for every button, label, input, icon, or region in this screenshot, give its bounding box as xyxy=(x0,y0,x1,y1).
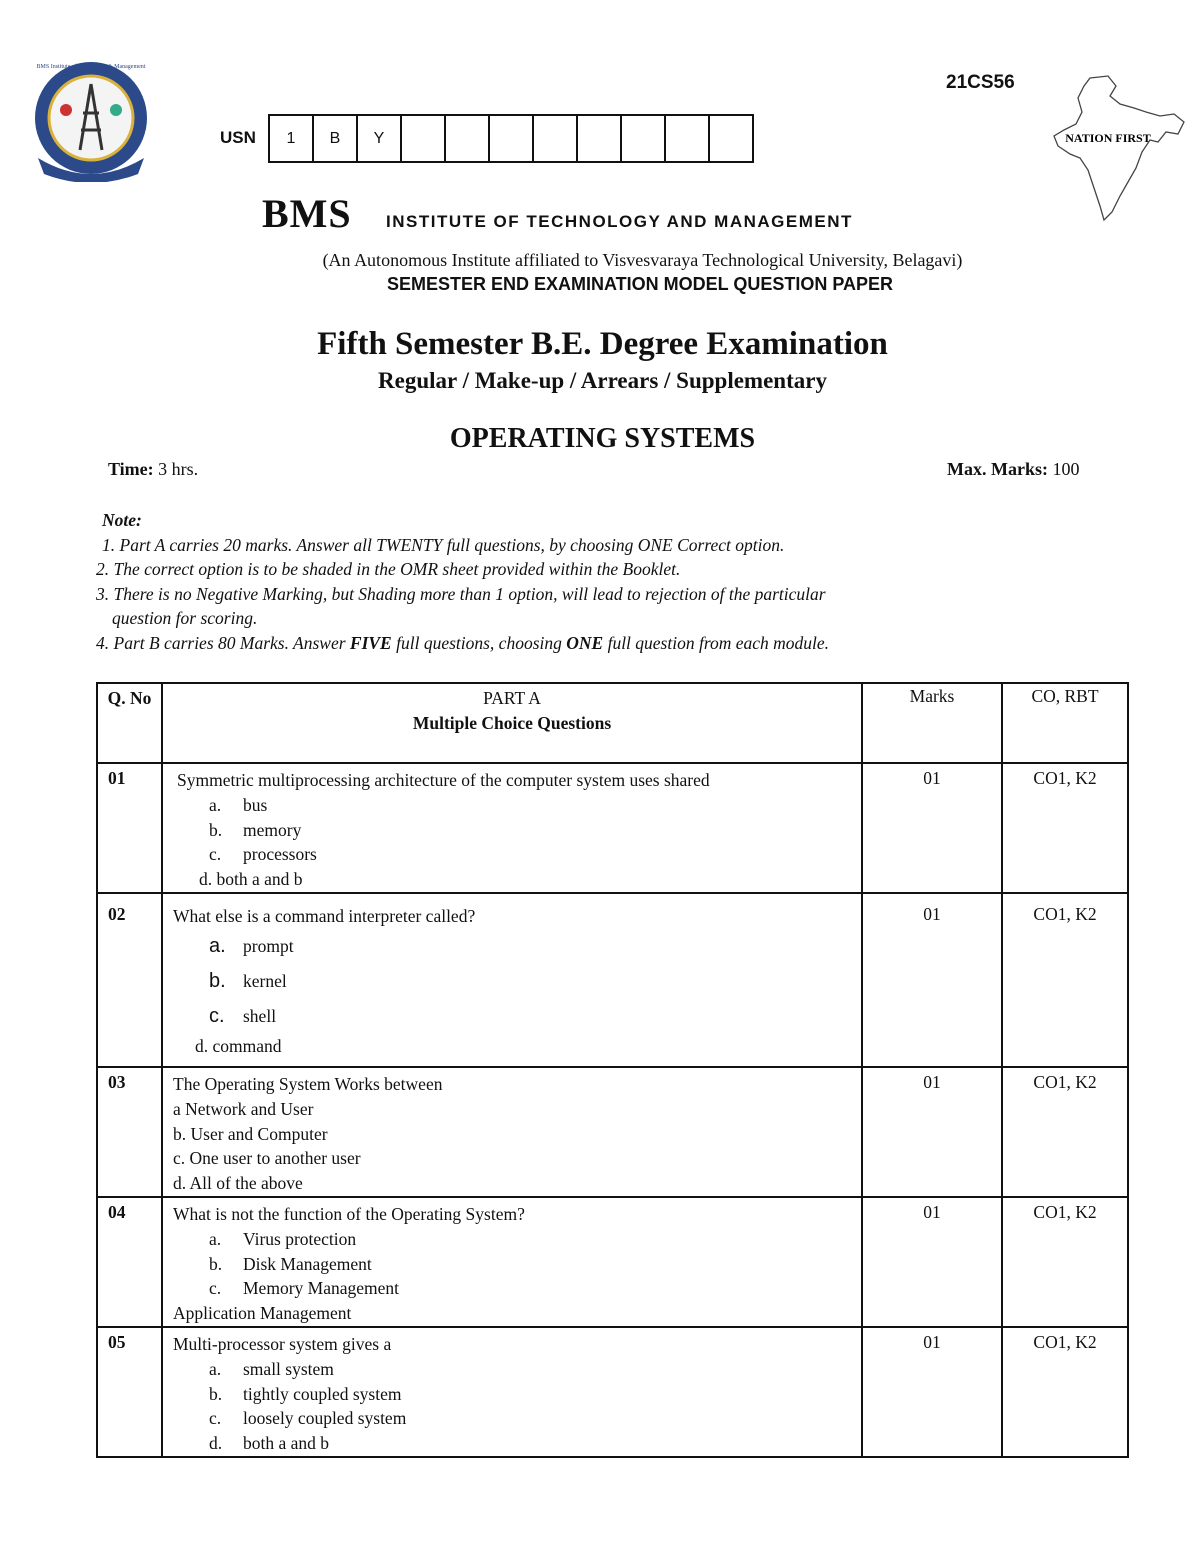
time-value: 3 hrs. xyxy=(153,459,199,479)
table-row xyxy=(97,893,1128,1067)
option: d. both a and b xyxy=(199,869,303,890)
institute-name: INSTITUTE OF TECHNOLOGY AND MANAGEMENT xyxy=(386,212,853,231)
question-text: What is not the function of the Operating System? xyxy=(173,1203,525,1224)
option: c. One user to another user xyxy=(173,1148,361,1169)
option: a. bus xyxy=(209,794,268,815)
option: b. User and Computer xyxy=(173,1123,328,1144)
question-marks: 01 xyxy=(862,893,1002,1067)
header-part xyxy=(162,683,862,763)
institute-logo xyxy=(28,58,154,182)
max-marks-label: Max. Marks: xyxy=(947,459,1048,479)
option: a. Virus protection xyxy=(209,1228,357,1249)
question-body xyxy=(162,1067,862,1197)
question-body xyxy=(162,893,862,1067)
exam-title: SEMESTER END EXAMINATION MODEL QUESTION PAPER xyxy=(386,274,894,294)
questions-table xyxy=(96,682,1129,1458)
question-co: CO1, K2 xyxy=(1002,1197,1128,1327)
note-line: 2. The correct option is to be shaded in the OMR sheet provided within the Booklet. xyxy=(96,559,681,580)
question-body xyxy=(162,1197,862,1327)
option: d. both a and b xyxy=(209,1433,330,1454)
table-row xyxy=(97,1327,1128,1457)
note-line: 1. Part A carries 20 marks. Answer all TWENTY full questions, by choosing ONE Correct option. xyxy=(102,534,785,555)
exam-types: Regular / Make-up / Arrears / Supplementary xyxy=(378,368,827,393)
table-header-row xyxy=(97,683,1128,763)
usn-box[interactable]: B xyxy=(314,116,358,161)
usn-box[interactable] xyxy=(710,116,752,161)
question-number: 03 xyxy=(97,1067,162,1197)
question-number: 04 xyxy=(97,1197,162,1327)
question-number: 01 xyxy=(97,763,162,893)
usn-label: USN xyxy=(220,128,256,147)
header-co-rbt: CO, RBT xyxy=(1002,683,1128,763)
svg-text:BMS Institute of Technology &: BMS Institute of Technology & Management xyxy=(36,64,146,70)
usn-box[interactable]: 1 xyxy=(270,116,314,161)
option: b. memory xyxy=(209,819,302,840)
table-row xyxy=(97,1067,1128,1197)
question-number: 05 xyxy=(97,1327,162,1457)
notes-title: Note: xyxy=(102,510,142,530)
question-body xyxy=(162,1327,862,1457)
paper-code: 21CS56 xyxy=(946,72,1015,93)
question-text: Symmetric multiprocessing architecture of the computer system uses shared xyxy=(177,770,710,790)
option: b. tightly coupled system xyxy=(209,1383,402,1404)
question-co: CO1, K2 xyxy=(1002,1067,1128,1197)
subject-title: OPERATING SYSTEMS xyxy=(449,423,756,454)
option: c. loosely coupled system xyxy=(209,1408,407,1429)
option: c. shell xyxy=(209,1004,277,1027)
question-marks: 01 xyxy=(862,1327,1002,1457)
question-co: CO1, K2 xyxy=(1002,1327,1128,1457)
usn-box[interactable] xyxy=(534,116,578,161)
question-text: What else is a command interpreter called? xyxy=(173,905,476,926)
notes xyxy=(96,508,1076,656)
header-qno: Q. No xyxy=(97,683,162,763)
usn-boxes xyxy=(268,114,754,163)
question-co: CO1, K2 xyxy=(1002,763,1128,893)
time-info xyxy=(108,459,198,480)
usn-box[interactable] xyxy=(446,116,490,161)
question-number: 02 xyxy=(97,893,162,1067)
header-part-subtitle: Multiple Choice Questions xyxy=(412,713,612,733)
option: c. processors xyxy=(209,844,317,865)
question-text: The Operating System Works between xyxy=(173,1073,443,1094)
option: d. command xyxy=(195,1035,282,1056)
option: d. All of the above xyxy=(173,1173,303,1194)
usn-box[interactable] xyxy=(622,116,666,161)
institute-short-name: BMS xyxy=(262,191,352,236)
note-line: 4. Part B carries 80 Marks. Answer FIVE full questions, choosing ONE full question from each module. xyxy=(96,632,830,653)
question-text: Multi-processor system gives a xyxy=(173,1333,392,1354)
option: Application Management xyxy=(173,1303,352,1324)
header-marks: Marks xyxy=(862,683,1002,763)
header-part-title: PART A xyxy=(483,688,541,708)
option: c. Memory Management xyxy=(209,1278,399,1299)
question-marks: 01 xyxy=(862,763,1002,893)
note-line: 3. There is no Negative Marking, but Shading more than 1 option, will lead to rejection of the particular xyxy=(96,583,826,604)
note-line: question for scoring. xyxy=(112,608,258,629)
option: a Network and User xyxy=(173,1098,314,1119)
option: a. small system xyxy=(209,1358,334,1379)
max-marks-info xyxy=(947,459,1079,480)
india-map-icon xyxy=(1050,72,1190,232)
time-label: Time: xyxy=(108,459,154,479)
usn-box[interactable] xyxy=(490,116,534,161)
affiliation: (An Autonomous Institute affiliated to Visvesvaraya Technological University, Belagavi) xyxy=(322,250,963,270)
table-row xyxy=(97,1197,1128,1327)
max-marks-value: 100 xyxy=(1047,459,1080,479)
svg-text:NATION FIRST: NATION FIRST xyxy=(1065,131,1151,145)
usn-box[interactable] xyxy=(666,116,710,161)
question-marks: 01 xyxy=(862,1067,1002,1197)
question-body xyxy=(162,763,862,893)
option: b. Disk Management xyxy=(209,1253,372,1274)
degree-title: Fifth Semester B.E. Degree Examination xyxy=(317,326,888,362)
table-row xyxy=(97,763,1128,893)
question-marks: 01 xyxy=(862,1197,1002,1327)
option: a. prompt xyxy=(209,934,294,957)
option: b. kernel xyxy=(209,969,287,992)
usn-box[interactable] xyxy=(402,116,446,161)
question-co: CO1, K2 xyxy=(1002,893,1128,1067)
usn-box[interactable]: Y xyxy=(358,116,402,161)
usn-box[interactable] xyxy=(578,116,622,161)
